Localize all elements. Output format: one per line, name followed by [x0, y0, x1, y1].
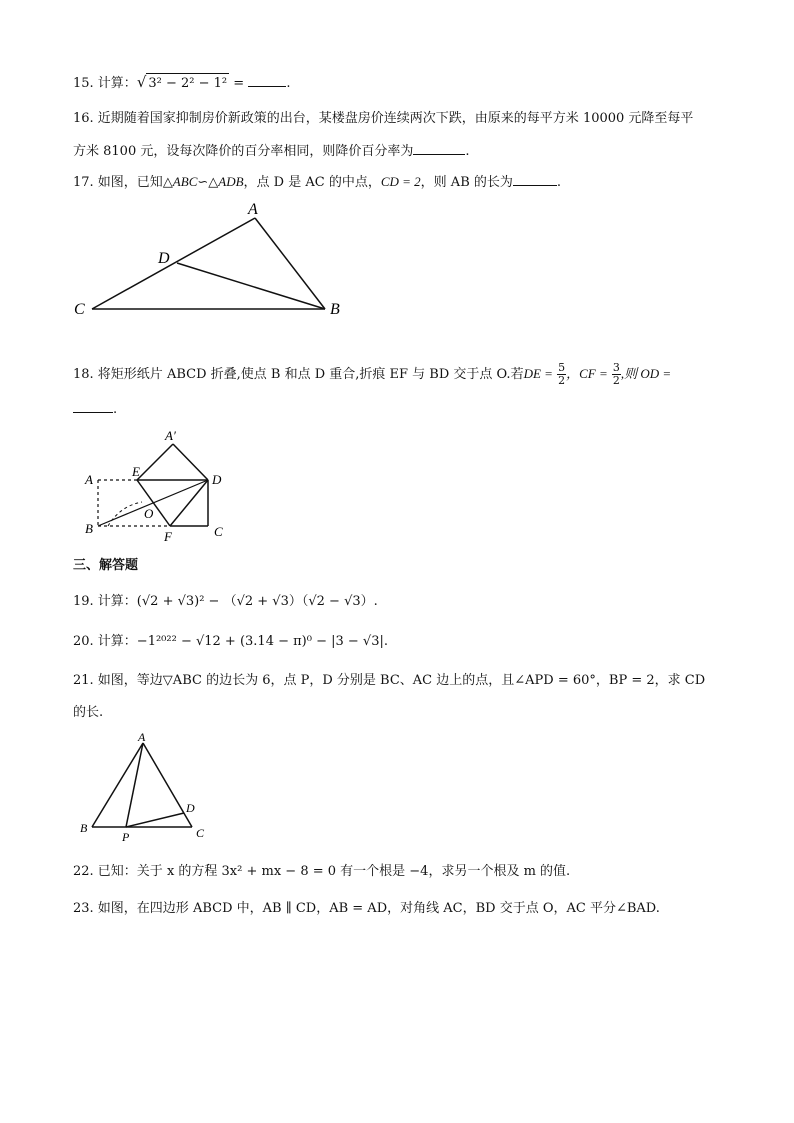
question-16-line1: 16. 近期随着国家抑制房价新政策的出台，某楼盘房价连续两次下跌，由原来的每平方米 10000 元降至每平	[73, 111, 694, 126]
section-3-heading: 三、解答题	[73, 558, 139, 573]
q17-similarity: △ABC∽△ADB	[162, 174, 244, 189]
q18-label-d: D	[212, 472, 222, 487]
q15-radicand: 3² − 2² − 1²	[146, 73, 229, 94]
q18-seg-ea	[137, 444, 173, 480]
q18-seg-ad	[173, 444, 208, 480]
q18-fold-arc	[108, 502, 142, 526]
q18-label-e: E	[132, 464, 140, 479]
q21-seg-ba	[92, 743, 143, 827]
q18-fraction-cf: $\frac{3}{2}$	[612, 361, 620, 387]
q16-text: 方米 8100 元，设每次降价的百分率相同，则降价百分率为	[73, 144, 414, 159]
q18-answer-blank[interactable]	[73, 398, 113, 413]
q21-label-a: A	[138, 730, 146, 744]
q17-label-d: D	[158, 250, 170, 267]
question-23: 23. 如图，在四边形 ABCD 中，AB ∥ CD，AB = AD，对角线 AC，BD 交于点 O，AC 平分∠BAD.	[73, 901, 660, 916]
q18-label-b: B	[85, 521, 93, 536]
q18-tail: ,则 OD =	[620, 366, 672, 381]
q21-label-p: P	[122, 830, 130, 842]
q17-number: 17. 如图，已知	[73, 175, 163, 190]
question-17	[73, 171, 561, 193]
q18-fraction-de: $\frac{5}{2}$	[558, 361, 566, 387]
q17-tail: ，则 AB 的长为	[420, 175, 513, 190]
q15-equals: =	[229, 76, 245, 91]
question-21-line1: 21. 如图，等边▽ABC 的边长为 6，点 P，D 分别是 BC、AC 边上的点，且∠APD = 60°，BP = 2，求 CD	[73, 673, 706, 688]
q21-label-d: D	[186, 801, 195, 815]
q17-label-b: B	[330, 301, 340, 318]
q17-label-a: A	[248, 201, 258, 218]
q18-de: DE =	[523, 366, 553, 381]
q17-mid: ，点 D 是 AC 的中点，	[243, 175, 381, 190]
q17-seg-ca	[92, 218, 255, 309]
q15-answer-blank[interactable]	[248, 72, 286, 87]
q21-seg-ac	[143, 743, 192, 827]
q17-seg-ab	[255, 218, 325, 309]
q17-answer-blank[interactable]	[513, 171, 557, 186]
q18-seg-fd	[170, 480, 208, 526]
q21-triangle-figure	[76, 730, 216, 842]
question-16-line2	[73, 140, 470, 162]
question-22: 22. 已知：关于 x 的方程 3x² + mx − 8 = 0 有一个根是 −4，求另一个根及 m 的值.	[73, 864, 571, 879]
question-15: 15. 计算：√ 3² − 2² − 1² = .	[73, 72, 290, 94]
question-19: 19. 计算：(√2 + √3)² − （√2 + √3）（√2 − √3）.	[73, 594, 378, 609]
q18-text: 18. 将矩形纸片 ABCD 折叠,使点 B 和点 D 重合,折痕 EF 与 BD 交于点 O.若	[73, 367, 524, 382]
q21-label-b: B	[80, 821, 88, 835]
q18-fold-figure	[80, 426, 240, 546]
q17-cd: CD = 2	[380, 174, 421, 189]
q18-label-o: O	[144, 506, 154, 521]
question-18-cont	[73, 398, 117, 420]
question-20: 20. 计算：−1²⁰²² − √12 + (3.14 − π)⁰ − |3 − √3|.	[73, 634, 388, 649]
question-18	[73, 362, 671, 387]
q15-number: 15. 计算：	[73, 76, 137, 91]
question-21-line2: 的长.	[73, 705, 104, 720]
q18-label-c: C	[214, 524, 223, 539]
q18-label-aprime: A′	[165, 428, 176, 443]
q18-label-a: A	[85, 472, 93, 487]
q21-seg-pd	[126, 813, 184, 827]
q17-seg-db	[177, 263, 325, 309]
q18-end: .	[113, 402, 118, 417]
q17-end: .	[556, 175, 562, 190]
q15-end: .	[286, 76, 291, 91]
q17-triangle-figure	[70, 196, 360, 326]
q18-label-f: F	[164, 529, 172, 544]
q21-label-c: C	[196, 826, 205, 840]
q18-cf: ，CF =	[566, 366, 608, 381]
q17-label-c: C	[74, 301, 85, 318]
q16-answer-blank[interactable]	[413, 140, 465, 155]
q16-end: .	[465, 144, 470, 159]
